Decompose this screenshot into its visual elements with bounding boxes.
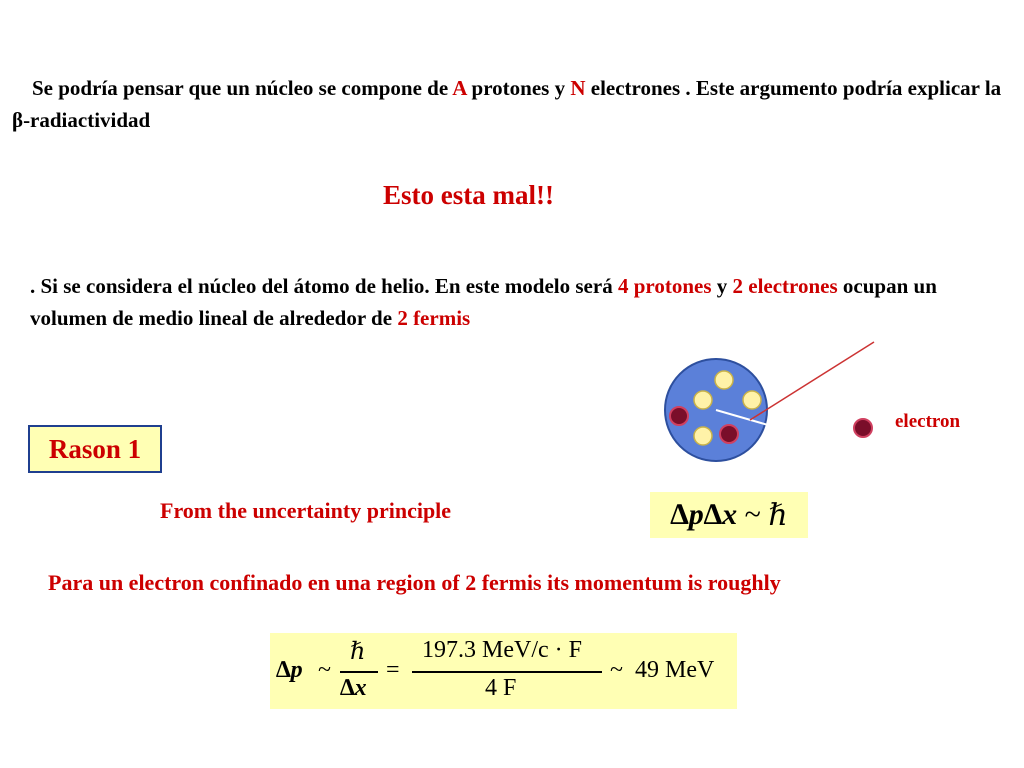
- confined-electron-text: Para un electron confinado en una region of 2 fermis its momentum is roughly: [48, 570, 781, 595]
- pointer-line: [750, 342, 874, 420]
- intro-text-1: Se podría pensar que un núcleo se compone de: [32, 76, 453, 100]
- helium-text-2: y: [711, 274, 733, 298]
- uncertainty-formula: [650, 492, 808, 538]
- uncertainty-lhs: ∆p∆x: [670, 498, 738, 531]
- fraction-numerator: 197.3 MeV/c · F: [422, 637, 582, 663]
- warning-heading: Esto esta mal!!: [383, 180, 554, 210]
- helium-text-1: Si se considera el núcleo del átomo de helio. En este modelo será: [40, 274, 618, 298]
- uncertainty-tilde: ~: [744, 498, 761, 531]
- n-symbol: N: [570, 76, 586, 100]
- a-symbol: A: [452, 76, 467, 100]
- uncertainty-rhs: ℏ: [768, 498, 788, 532]
- fermis-size: 2 fermis: [397, 306, 471, 330]
- intro-text-3: electrones . Este argumento podría explicar la β-radiactividad: [12, 76, 1002, 132]
- momentum-tilde-1: ~: [318, 657, 331, 683]
- helium-lead: .: [30, 274, 41, 298]
- uncertainty-label: From the uncertainty principle: [160, 498, 452, 523]
- protons-count: 4 protones: [617, 274, 712, 298]
- fraction-bar-2: [412, 671, 602, 673]
- momentum-result: 49 MeV: [635, 657, 715, 683]
- fraction-denominator: 4 F: [485, 675, 517, 701]
- electrons-count: 2 electrones: [732, 274, 838, 298]
- momentum-lhs: ∆p: [276, 657, 303, 683]
- intro-text-2: protones y: [466, 76, 571, 100]
- proton: [694, 391, 712, 409]
- electron-label: electron: [895, 411, 961, 432]
- momentum-tilde-2: ~: [610, 657, 623, 683]
- electron-in-nucleus: [670, 407, 688, 425]
- proton: [694, 427, 712, 445]
- rason-box: Rason 1: [28, 425, 162, 473]
- proton: [743, 391, 761, 409]
- dx-denominator: ∆x: [340, 675, 367, 701]
- proton: [715, 371, 733, 389]
- helium-text-3: ocupan un volumen de medio lineal de alrededor de: [30, 274, 937, 330]
- equals-sign: =: [386, 657, 400, 683]
- electron-in-nucleus: [720, 425, 738, 443]
- free-electron: [854, 419, 872, 437]
- hbar-numerator: ℏ: [350, 639, 366, 665]
- momentum-formula: [270, 633, 737, 709]
- fraction-bar-1: [340, 671, 378, 673]
